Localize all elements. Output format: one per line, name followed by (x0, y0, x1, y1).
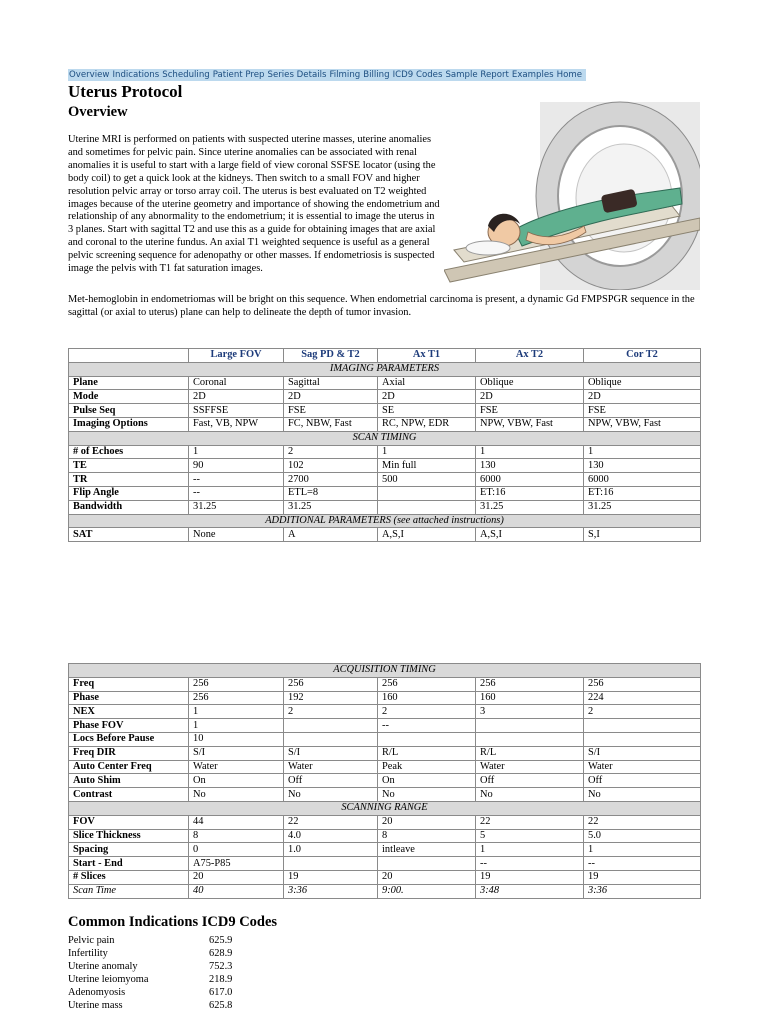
table-cell: 31.25 (189, 500, 284, 514)
table-cell: 4.0 (284, 829, 378, 843)
table-row (69, 677, 701, 691)
table-cell: 6000 (476, 473, 584, 487)
table-cell: 90 (189, 459, 284, 473)
overview-paragraph: Uterine MRI is performed on patients with suspected uterine masses, uterine anomalies and sometimes for pelvic pain. Since uterine anomalies can be associated with renal anomalies it is useful to start with a large field of view coronal SSFSE locator (using the body coil) to get a quick look at the kidneys. Then switch to a small FOV and higher resolution pelvic array or torso array coil. The uterus is best evaluated on T2 weighted images because of the uterine geometry and importance of showing the endometrium and relationship of any abnormality to the endometrium; it is essential to image the uterus in 3 planes. Start with sagittal T2 and use this as a guide for obtaining images that are axial and coronal to the uterine fundus. An axial T1 weighted sequence is useful as a general pelvic screening sequence for adenopathy or other masses. If endometriosis is suspected image the pelvis with T1 fat saturation images. (68, 134, 440, 275)
table-cell: Water (284, 760, 378, 774)
section-title: ACQUISITION TIMING (69, 664, 701, 678)
table-cell: 2D (476, 390, 584, 404)
table-cell: 31.25 (284, 500, 378, 514)
table-cell: Oblique (476, 376, 584, 390)
table-cell: -- (584, 857, 701, 871)
icd9-codes-heading: Common Indications ICD9 Codes (68, 914, 278, 930)
section-row (69, 664, 701, 678)
table-row (69, 390, 701, 404)
table-cell: 192 (284, 691, 378, 705)
table-cell: -- (378, 719, 476, 733)
section-title: ADDITIONAL PARAMETERS (see attached instructions) (69, 514, 701, 528)
table-cell: 31.25 (476, 500, 584, 514)
table-cell: ET:16 (584, 486, 701, 500)
table-cell: 102 (284, 459, 378, 473)
icd9-code: 617.0 (209, 987, 233, 998)
table-cell: 3:48 (476, 884, 584, 898)
nav-link-home[interactable]: Home (556, 70, 583, 80)
row-label: Bandwidth (69, 500, 189, 514)
table-cell: 256 (476, 677, 584, 691)
table-cell: RC, NPW, EDR (378, 417, 476, 431)
table-row (69, 884, 701, 898)
table-row (69, 746, 701, 760)
table-cell: 256 (584, 677, 701, 691)
table-cell (584, 732, 701, 746)
table-row (69, 788, 701, 802)
table-cell: 10 (189, 732, 284, 746)
icd9-code: 628.9 (209, 948, 233, 959)
icd9-code: 625.8 (209, 1000, 233, 1011)
table-cell: 44 (189, 815, 284, 829)
table-cell: R/L (476, 746, 584, 760)
row-label: Spacing (69, 843, 189, 857)
row-label: Slice Thickness (69, 829, 189, 843)
table-cell (584, 719, 701, 733)
table-cell (284, 732, 378, 746)
row-label: Flip Angle (69, 486, 189, 500)
nav-link-billing[interactable]: Billing (363, 70, 390, 80)
table-cell (284, 857, 378, 871)
table-cell: 19 (284, 870, 378, 884)
page-title: Uterus Protocol (68, 82, 183, 101)
table-cell: 130 (476, 459, 584, 473)
table-cell: Coronal (189, 376, 284, 390)
table-cell: Off (284, 774, 378, 788)
table-cell: FSE (476, 404, 584, 418)
table-row (69, 774, 701, 788)
table-row (69, 445, 701, 459)
indication-name: Uterine leiomyoma (68, 974, 149, 985)
table-cell: 22 (284, 815, 378, 829)
section-row (69, 362, 701, 376)
table-cell: 40 (189, 884, 284, 898)
table-cell: 2D (378, 390, 476, 404)
nav-link-sample-report[interactable]: Sample Report (445, 70, 509, 80)
table-cell: SSFFSE (189, 404, 284, 418)
table-cell: 2 (284, 445, 378, 459)
table-cell: 6000 (584, 473, 701, 487)
section-row (69, 801, 701, 815)
section-row (69, 514, 701, 528)
nav-link-overview[interactable]: Overview (69, 70, 110, 80)
section-row (69, 431, 701, 445)
table-cell: 500 (378, 473, 476, 487)
table-cell: S/I (584, 746, 701, 760)
indication-name: Infertility (68, 948, 108, 959)
indication-name: Uterine mass (68, 1000, 123, 1011)
list-item (68, 973, 232, 986)
row-label: Pulse Seq (69, 404, 189, 418)
indication-name: Uterine anomaly (68, 961, 138, 972)
table-cell: 2D (189, 390, 284, 404)
table-row (69, 404, 701, 418)
table-cell: 5 (476, 829, 584, 843)
table-row (69, 486, 701, 500)
protocol-table-acquisition (68, 663, 701, 899)
column-header: Large FOV (189, 349, 284, 363)
table-cell: ET:16 (476, 486, 584, 500)
table-cell: 160 (378, 691, 476, 705)
table-cell: 8 (378, 829, 476, 843)
table-row (69, 719, 701, 733)
table-cell: -- (476, 857, 584, 871)
row-label: TE (69, 459, 189, 473)
table-cell (476, 719, 584, 733)
table-cell: 19 (584, 870, 701, 884)
table-cell: SE (378, 404, 476, 418)
table-cell: Off (476, 774, 584, 788)
table-cell (284, 719, 378, 733)
table-row (69, 691, 701, 705)
row-label: TR (69, 473, 189, 487)
table-cell: 1 (189, 445, 284, 459)
table-cell: 2 (584, 705, 701, 719)
row-label: # of Echoes (69, 445, 189, 459)
table-cell: 1 (584, 445, 701, 459)
row-label: FOV (69, 815, 189, 829)
table-cell: 130 (584, 459, 701, 473)
table-cell (378, 500, 476, 514)
table-row (69, 459, 701, 473)
table-cell: 20 (378, 815, 476, 829)
table-cell: Water (476, 760, 584, 774)
list-item (68, 986, 232, 999)
table-cell: 19 (476, 870, 584, 884)
row-label: # Slices (69, 870, 189, 884)
table-cell: 2D (284, 390, 378, 404)
row-label: Auto Shim (69, 774, 189, 788)
nav-link-series-details[interactable]: Series Details (267, 70, 327, 80)
list-item (68, 947, 232, 960)
table-cell: 1 (584, 843, 701, 857)
row-label: NEX (69, 705, 189, 719)
table-cell: 1.0 (284, 843, 378, 857)
table-cell: Sagittal (284, 376, 378, 390)
table-cell: -- (189, 473, 284, 487)
table-cell: S/I (284, 746, 378, 760)
row-label: SAT (69, 528, 189, 542)
row-label: Imaging Options (69, 417, 189, 431)
table-cell: Peak (378, 760, 476, 774)
table-row (69, 376, 701, 390)
table-cell: On (378, 774, 476, 788)
row-label: Phase FOV (69, 719, 189, 733)
list-item (68, 999, 232, 1012)
section-heading-overview: Overview (68, 104, 128, 120)
top-navigation-bar (68, 69, 586, 81)
indication-name: Adenomyosis (68, 987, 126, 998)
table-cell: NPW, VBW, Fast (584, 417, 701, 431)
row-label: Contrast (69, 788, 189, 802)
table-cell: On (189, 774, 284, 788)
icd9-code: 625.9 (209, 935, 233, 946)
section-title: IMAGING PARAMETERS (69, 362, 701, 376)
table-cell: 20 (189, 870, 284, 884)
table-cell: Axial (378, 376, 476, 390)
table-cell: Water (584, 760, 701, 774)
pillow (466, 241, 510, 255)
table-cell: S,I (584, 528, 701, 542)
table-header-row (69, 349, 701, 363)
table-cell: Off (584, 774, 701, 788)
table-cell: Oblique (584, 376, 701, 390)
table-cell (476, 732, 584, 746)
table-cell: 2 (284, 705, 378, 719)
table-cell: A75-P85 (189, 857, 284, 871)
table-cell: A,S,I (378, 528, 476, 542)
nav-link-patient-prep[interactable]: Patient Prep (212, 70, 265, 80)
protocol-table-imaging (68, 348, 701, 542)
column-header: Sag PD & T2 (284, 349, 378, 363)
nav-link-icd9-codes[interactable]: ICD9 Codes (392, 70, 443, 80)
table-cell: No (584, 788, 701, 802)
row-label: Mode (69, 390, 189, 404)
column-header: Ax T2 (476, 349, 584, 363)
table-row (69, 760, 701, 774)
row-label: Phase (69, 691, 189, 705)
nav-link-indications[interactable]: Indications (112, 70, 160, 80)
row-label: Auto Center Freq (69, 760, 189, 774)
table-cell: 256 (189, 691, 284, 705)
table-cell: ETL=8 (284, 486, 378, 500)
icd9-code-list (68, 934, 232, 1012)
table-cell: FSE (284, 404, 378, 418)
table-cell: 9:00. (378, 884, 476, 898)
section-title: SCANNING RANGE (69, 801, 701, 815)
table-cell: 0 (189, 843, 284, 857)
table-cell: 256 (378, 677, 476, 691)
row-label: Freq (69, 677, 189, 691)
table-cell: 1 (476, 445, 584, 459)
nav-link-scheduling[interactable]: Scheduling (162, 70, 210, 80)
table-cell: No (189, 788, 284, 802)
table-cell: 256 (189, 677, 284, 691)
table-cell: A,S,I (476, 528, 584, 542)
table-row (69, 732, 701, 746)
table-row (69, 528, 701, 542)
table-cell: A (284, 528, 378, 542)
table-cell (378, 857, 476, 871)
table-row (69, 829, 701, 843)
table-cell: No (378, 788, 476, 802)
mri-scanner-patient-illustration (444, 100, 700, 290)
table-cell: 31.25 (584, 500, 701, 514)
table-cell: S/I (189, 746, 284, 760)
row-label: Locs Before Pause (69, 732, 189, 746)
table-cell (378, 486, 476, 500)
table-row (69, 815, 701, 829)
table-cell: 2700 (284, 473, 378, 487)
icd9-code: 218.9 (209, 974, 233, 985)
column-header: Cor T2 (584, 349, 701, 363)
table-cell: 1 (476, 843, 584, 857)
table-cell (378, 732, 476, 746)
header-blank-cell (69, 349, 189, 363)
table-cell: Water (189, 760, 284, 774)
table-row (69, 870, 701, 884)
table-cell: 256 (284, 677, 378, 691)
table-cell: 224 (584, 691, 701, 705)
nav-link-examples[interactable]: Examples (511, 70, 554, 80)
table-cell: 3 (476, 705, 584, 719)
table-cell: 3:36 (284, 884, 378, 898)
table-row (69, 500, 701, 514)
table-row (69, 473, 701, 487)
section-title: SCAN TIMING (69, 431, 701, 445)
table-cell: 1 (189, 705, 284, 719)
table-cell: FC, NBW, Fast (284, 417, 378, 431)
table-cell: 2 (378, 705, 476, 719)
table-cell: 22 (476, 815, 584, 829)
table-cell: 160 (476, 691, 584, 705)
table-row (69, 705, 701, 719)
table-cell: NPW, VBW, Fast (476, 417, 584, 431)
nav-link-filming[interactable]: Filming (329, 70, 361, 80)
table-cell: 1 (378, 445, 476, 459)
table-row (69, 857, 701, 871)
row-label: Scan Time (69, 884, 189, 898)
table-cell: None (189, 528, 284, 542)
indication-name: Pelvic pain (68, 935, 115, 946)
column-header: Ax T1 (378, 349, 476, 363)
list-item (68, 934, 232, 947)
table-cell: No (284, 788, 378, 802)
list-item (68, 960, 232, 973)
table-cell: 20 (378, 870, 476, 884)
table-cell: intleave (378, 843, 476, 857)
table-cell: 1 (189, 719, 284, 733)
row-label: Freq DIR (69, 746, 189, 760)
table-cell: 3:36 (584, 884, 701, 898)
table-cell: 22 (584, 815, 701, 829)
icd9-code: 752.3 (209, 961, 233, 972)
overview-paragraph-continued: Met-hemoglobin in endometriomas will be bright on this sequence. When endometrial carcinoma is present, a dynamic Gd FMPSPGR sequence in the sagittal (or axial to uterus) plane can help to delineate the depth of tumor invasion. (68, 294, 695, 318)
table-row (69, 843, 701, 857)
table-cell: Min full (378, 459, 476, 473)
table-row (69, 417, 701, 431)
table-cell: 5.0 (584, 829, 701, 843)
table-cell: No (476, 788, 584, 802)
table-cell: FSE (584, 404, 701, 418)
table-cell: -- (189, 486, 284, 500)
table-cell: 2D (584, 390, 701, 404)
table-cell: R/L (378, 746, 476, 760)
row-label: Start - End (69, 857, 189, 871)
table-cell: Fast, VB, NPW (189, 417, 284, 431)
row-label: Plane (69, 376, 189, 390)
table-cell: 8 (189, 829, 284, 843)
